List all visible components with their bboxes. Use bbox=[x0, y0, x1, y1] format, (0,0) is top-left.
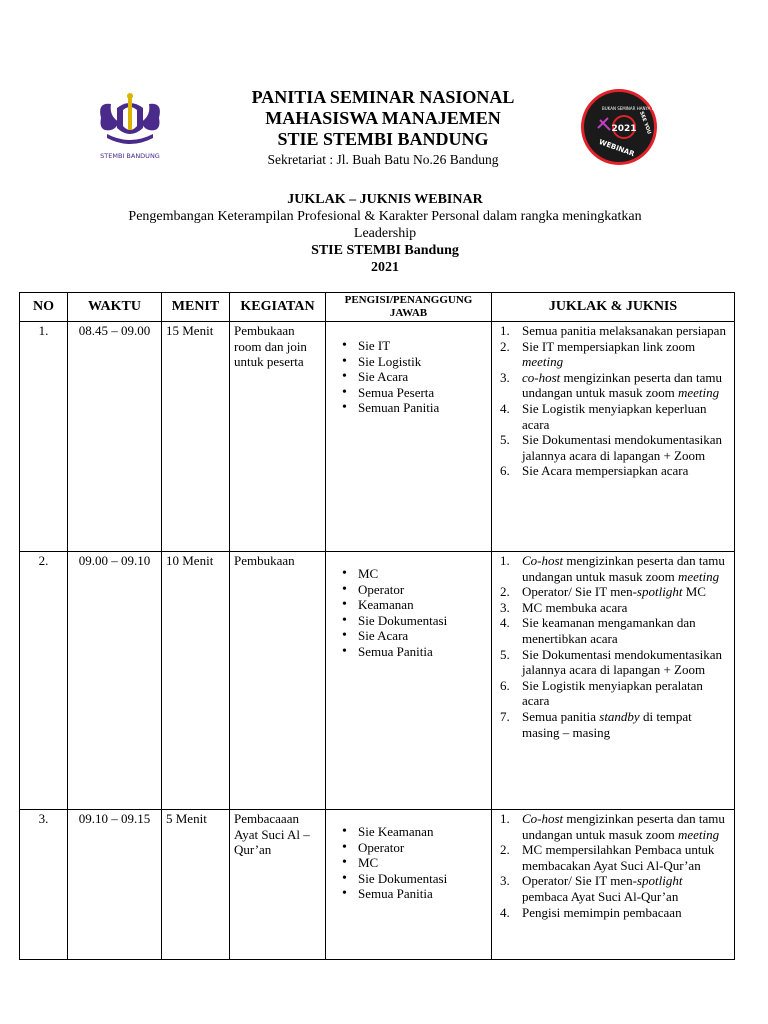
logo-right-bottom-text: WEBINAR bbox=[597, 138, 636, 159]
logo-right-top-text: BUKAN SEMINAR HANYA BIASA bbox=[602, 106, 658, 111]
list-item: 3. Operator/ Sie IT men-spotlight pembaca Ayat Suci Al-Qur’an bbox=[500, 873, 683, 904]
list-item: • Operator bbox=[344, 582, 487, 598]
cell-pengisi bbox=[326, 322, 492, 552]
secretariat-address: Sekretariat : Jl. Buah Batu No.26 Bandung bbox=[267, 152, 499, 167]
cell-no: 1. bbox=[20, 322, 68, 552]
schedule-table bbox=[19, 292, 735, 960]
list-item: • Sie Keamanan bbox=[344, 824, 487, 840]
list-item: 1. Semua panitia melaksanakan persiapan bbox=[500, 323, 726, 338]
cell-waktu: 09.10 – 09.15 bbox=[68, 810, 162, 960]
list-item: • Semuan Panitia bbox=[344, 400, 487, 416]
list-item: • Sie Acara bbox=[344, 369, 487, 385]
year: 2021 bbox=[371, 260, 399, 275]
letterhead-title-1: PANITIA SEMINAR NASIONAL bbox=[251, 87, 515, 107]
header-menit: MENIT bbox=[162, 293, 230, 322]
cell-kegiatan: Pembukaan room dan join untuk peserta bbox=[230, 322, 326, 552]
table-row bbox=[20, 810, 735, 960]
cell-kegiatan: Pembukaan bbox=[230, 552, 326, 810]
table-row bbox=[20, 552, 735, 810]
list-item: 5. Sie Dokumentasi mendokumentasikan jalannya acara di lapangan + Zoom bbox=[500, 432, 723, 463]
list-item: • Keamanan bbox=[344, 597, 487, 613]
cell-juklak bbox=[492, 552, 735, 810]
header-juklak: JUKLAK & JUKNIS bbox=[492, 293, 735, 322]
list-item: 2. MC mempersilahkan Pembaca untuk membacakan Ayat Suci Al-Qur’an bbox=[500, 842, 715, 873]
list-item: 4. Sie Logistik menyiapkan keperluan acara bbox=[500, 400, 707, 432]
webinar-logo bbox=[580, 88, 658, 166]
cell-menit: 15 Menit bbox=[162, 322, 230, 552]
cell-waktu: 09.00 – 09.10 bbox=[68, 552, 162, 810]
cell-menit: 5 Menit bbox=[162, 810, 230, 960]
list-item: • MC bbox=[344, 566, 487, 582]
cell-no: 3. bbox=[20, 810, 68, 960]
header-no: NO bbox=[20, 293, 68, 322]
document-subheading bbox=[40, 191, 730, 276]
table-header-row bbox=[20, 293, 735, 322]
list-item: • Sie Dokumentasi bbox=[344, 613, 487, 629]
document-title: JUKLAK – JUKNIS WEBINAR bbox=[287, 192, 483, 207]
list-item: • Sie IT bbox=[344, 338, 487, 354]
list-item: 4. Pengisi memimpin pembacaan bbox=[500, 904, 682, 920]
list-item: 2. Operator/ Sie IT men-spotlight MC bbox=[500, 584, 706, 600]
logo-left-text: STEMBI BANDUNG bbox=[100, 152, 160, 160]
list-item: 1. Co-host mengizinkan peserta dan tamu undangan untuk masuk zoom meeting bbox=[500, 553, 725, 584]
logo-right-year: 2021 bbox=[611, 124, 637, 134]
list-item: 3. co-host mengizinkan peserta dan tamu undangan untuk masuk zoom meeting bbox=[500, 369, 723, 401]
list-item: 2. Sie IT mempersiapkan link zoom meeting bbox=[500, 338, 696, 370]
list-item: • Semua Panitia bbox=[344, 644, 487, 660]
list-item: 7. Semua panitia standby di tempat masing – masing bbox=[500, 708, 692, 740]
organization: STIE STEMBI Bandung bbox=[311, 243, 459, 258]
list-item: • MC bbox=[344, 855, 487, 871]
list-item: 4. Sie keamanan mengamankan dan menertibkan acara bbox=[500, 615, 696, 646]
cell-menit: 10 Menit bbox=[162, 552, 230, 810]
list-item: 6. Sie Acara mempersiapkan acara bbox=[500, 463, 689, 479]
description-line-1: Pengembangan Keterampilan Profesional & Karakter Personal dalam rangka meningkatkan bbox=[128, 209, 642, 224]
cell-no: 2. bbox=[20, 552, 68, 810]
description-line-2: Leadership bbox=[353, 226, 417, 241]
logo-right-side-text: SEE YOU bbox=[638, 110, 652, 136]
header-waktu: WAKTU bbox=[68, 293, 162, 322]
stembi-logo bbox=[93, 88, 167, 162]
list-item: 5. Sie Dokumentasi mendokumentasikan jalannya acara di lapangan + Zoom bbox=[500, 646, 723, 678]
cell-pengisi bbox=[326, 552, 492, 810]
list-item: • Semua Peserta bbox=[344, 385, 487, 401]
list-item: • Sie Dokumentasi bbox=[344, 871, 487, 887]
header-pengisi: PENGISI/PENANGGUNG JAWAB bbox=[326, 293, 492, 322]
list-item: 3. MC membuka acara bbox=[500, 599, 628, 615]
cell-juklak bbox=[492, 810, 735, 960]
list-item: 1. Co-host mengizinkan peserta dan tamu undangan untuk masuk zoom meeting bbox=[500, 811, 725, 842]
letterhead bbox=[180, 87, 586, 168]
list-item: 6. Sie Logistik menyiapkan peralatan acara bbox=[500, 677, 703, 709]
letterhead-title-2: MAHASISWA MANAJEMEN bbox=[265, 108, 501, 128]
list-item: • Semua Panitia bbox=[344, 886, 487, 902]
table-row bbox=[20, 322, 735, 552]
list-item: • Operator bbox=[344, 840, 487, 856]
list-item: • Sie Logistik bbox=[344, 354, 487, 370]
cell-pengisi bbox=[326, 810, 492, 960]
letterhead-title-3: STIE STEMBI BANDUNG bbox=[277, 129, 489, 149]
cell-waktu: 08.45 – 09.00 bbox=[68, 322, 162, 552]
cell-juklak bbox=[492, 322, 735, 552]
header-kegiatan: KEGIATAN bbox=[230, 293, 326, 322]
cell-kegiatan: Pembacaaan Ayat Suci Al – Qur’an bbox=[230, 810, 326, 960]
list-item: • Sie Acara bbox=[344, 628, 487, 644]
